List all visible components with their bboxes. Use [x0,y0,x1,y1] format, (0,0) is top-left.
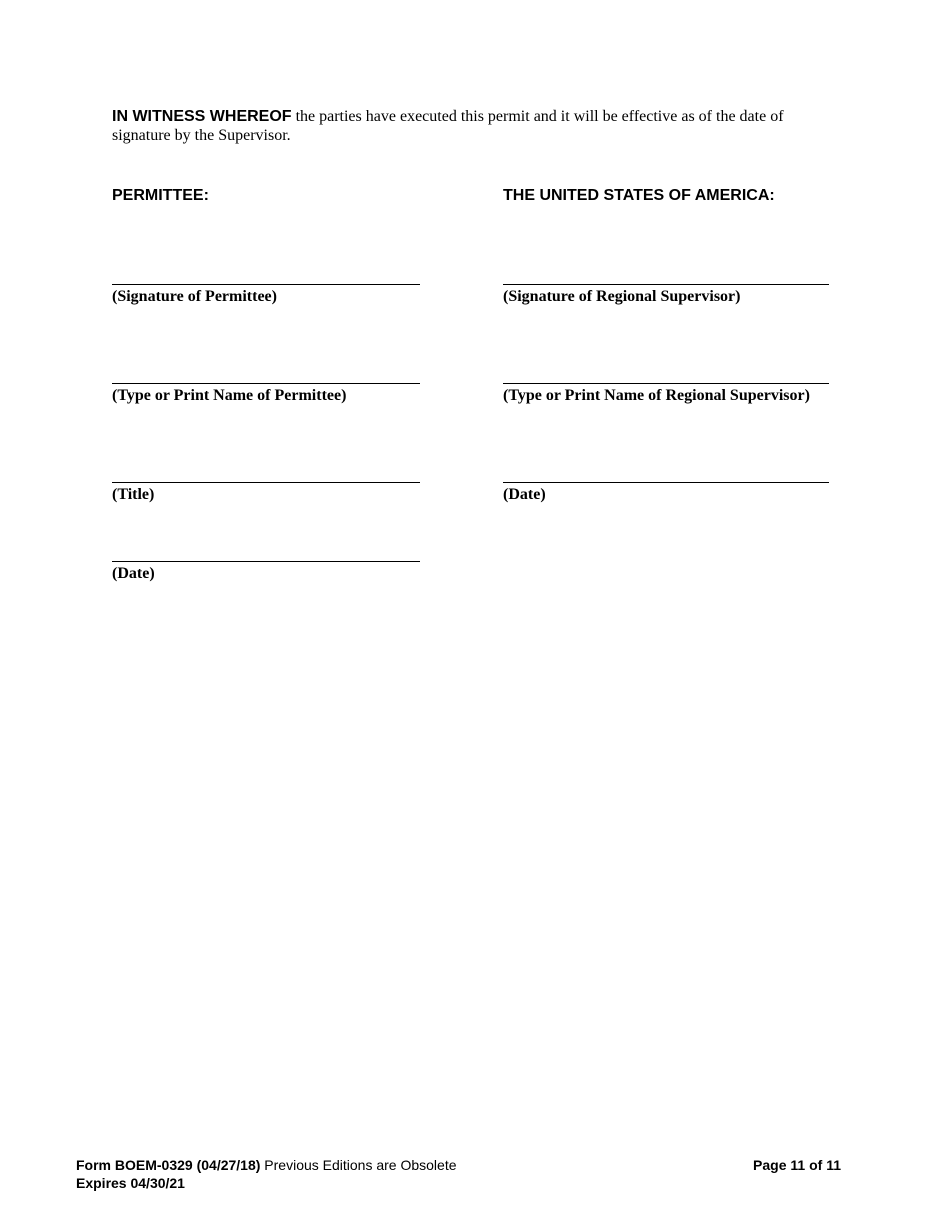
supervisor-date-label: (Date) [503,486,546,503]
witness-paragraph [112,107,832,145]
permittee-date-field[interactable] [112,561,420,583]
signature-line [503,482,829,483]
signature-line [112,383,420,384]
permittee-heading: PERMITTEE: [112,187,209,204]
supervisor-name-label: (Type or Print Name of Regional Supervisor) [503,387,810,404]
signature-line [112,482,420,483]
expires-date: Expires 04/30/21 [76,1175,185,1191]
permittee-date-label: (Date) [112,565,155,582]
obsolete-note: Previous Editions are Obsolete [260,1157,457,1173]
supervisor-signature-field[interactable] [503,284,829,306]
witness-text: the parties have executed this permit and it will be effective as of the date of signature by the Supervisor. [112,108,784,144]
supervisor-name-field[interactable] [503,383,829,405]
usa-heading: THE UNITED STATES OF AMERICA: [503,187,775,204]
permittee-title-field[interactable] [112,482,420,504]
footer-line-1 [76,1156,457,1174]
signature-line [112,284,420,285]
footer-form-info [76,1156,457,1192]
signature-line [112,561,420,562]
permittee-signature-label: (Signature of Permittee) [112,288,277,305]
signature-line [503,284,829,285]
permittee-name-label: (Type or Print Name of Permittee) [112,387,347,404]
permittee-title-label: (Title) [112,486,155,503]
witness-lead: IN WITNESS WHEREOF [112,108,292,125]
supervisor-date-field[interactable] [503,482,829,504]
permittee-name-field[interactable] [112,383,420,405]
signature-line [503,383,829,384]
permittee-signature-field[interactable] [112,284,420,306]
page-number: Page 11 of 11 [753,1157,841,1173]
supervisor-signature-label: (Signature of Regional Supervisor) [503,288,741,305]
form-id: Form BOEM-0329 (04/27/18) [76,1157,261,1173]
